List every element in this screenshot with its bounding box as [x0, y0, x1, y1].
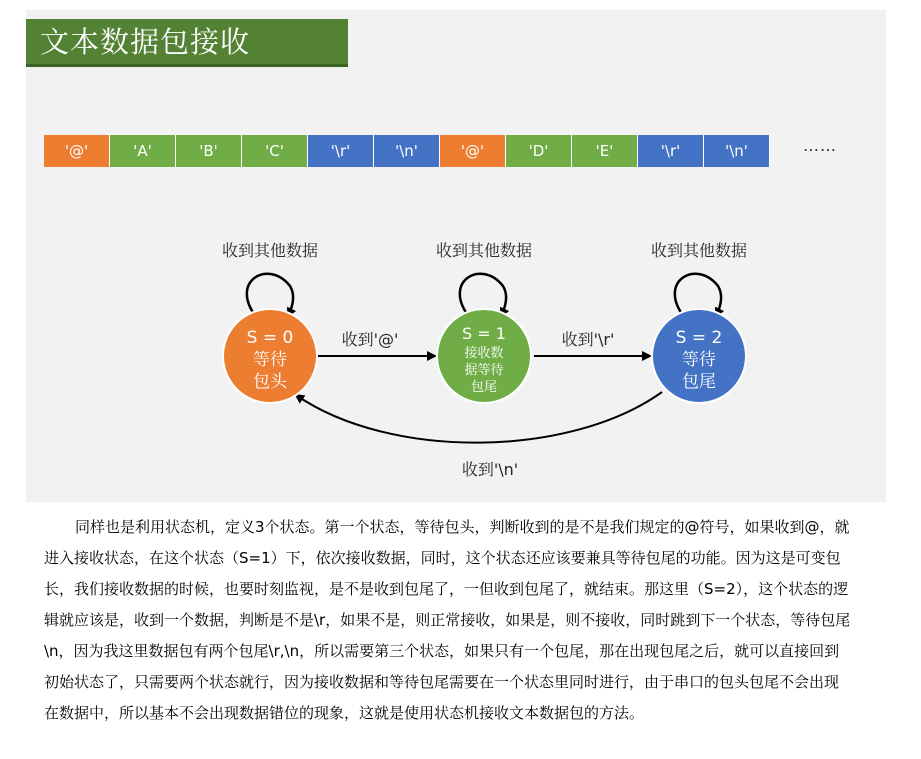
packet-cell: 'C' [242, 135, 308, 167]
packet-cell: '@' [440, 135, 506, 167]
packet-cell: '\n' [704, 135, 770, 167]
packet-cell: '\r' [638, 135, 704, 167]
state-desc-line: 包尾 [682, 372, 716, 392]
packet-cell: '\n' [374, 135, 440, 167]
state-desc-line: 等待 [253, 350, 287, 370]
state-desc-line: 包头 [253, 372, 287, 392]
transition-label-s0-s1: 收到'@' [341, 330, 399, 349]
state-desc-line: 接收数 [464, 346, 504, 361]
state-desc-line: 据等待 [464, 363, 504, 378]
page-title: 文本数据包接收 [40, 25, 251, 59]
packet-cell: '@' [44, 135, 110, 167]
transition-label-s1-s2: 收到'\r' [561, 330, 615, 349]
loop-label-s2: 收到其他数据 [650, 241, 748, 260]
packet-cell: 'A' [110, 135, 176, 167]
state-label-s1: S = 1 [462, 324, 506, 343]
state-desc-line: 等待 [682, 350, 716, 370]
packet-cell: 'D' [506, 135, 572, 167]
packet-cell: '\r' [308, 135, 374, 167]
loop-label-s0: 收到其他数据 [221, 241, 319, 260]
state-label-s0: S = 0 [246, 328, 294, 348]
description-paragraph: 同样也是利用状态机，定义3个状态。第一个状态，等待包头，判断收到的是不是我们规定的@符号，如果收到@，就进入接收状态，在这个状态（S=1）下，依次接收数据，同时，这个状态还应该要兼具等待包尾的功能。因为这是可变包长，我们接收数据的时候，也要时刻监视，是不是收到包尾了，一但收到包尾了，就结束。那这里（S=2），这个状态的逻辑就应该是，收到一个数据，判断是不是\r，如果不是，则正常接收，如果是，则不接收，同时跳到下一个状态，等待包尾\n，因为我这里数据包有两个包尾\r,\n，所以需要第三个状态，如果只有一个包尾，那在出现包尾之后，就可以直接回到初始状态了，只需要两个状态就行，因为接收数据和等待包尾需要在一个状态里同时进行，由于串口的包头包尾不会出现在数据中，所以基本不会出现数据错位的现象，这就是使用状态机接收文本数据包的方法。 [44, 518, 851, 722]
loop-label-s1: 收到其他数据 [435, 241, 533, 260]
transition-label-s2-s0: 收到'\n' [461, 460, 519, 479]
packet-cell: 'B' [176, 135, 242, 167]
packet-cell: 'E' [572, 135, 638, 167]
state-desc-line: 包尾 [470, 380, 498, 395]
state-label-s2: S = 2 [675, 328, 723, 348]
packet-ellipsis: …… [803, 136, 837, 155]
